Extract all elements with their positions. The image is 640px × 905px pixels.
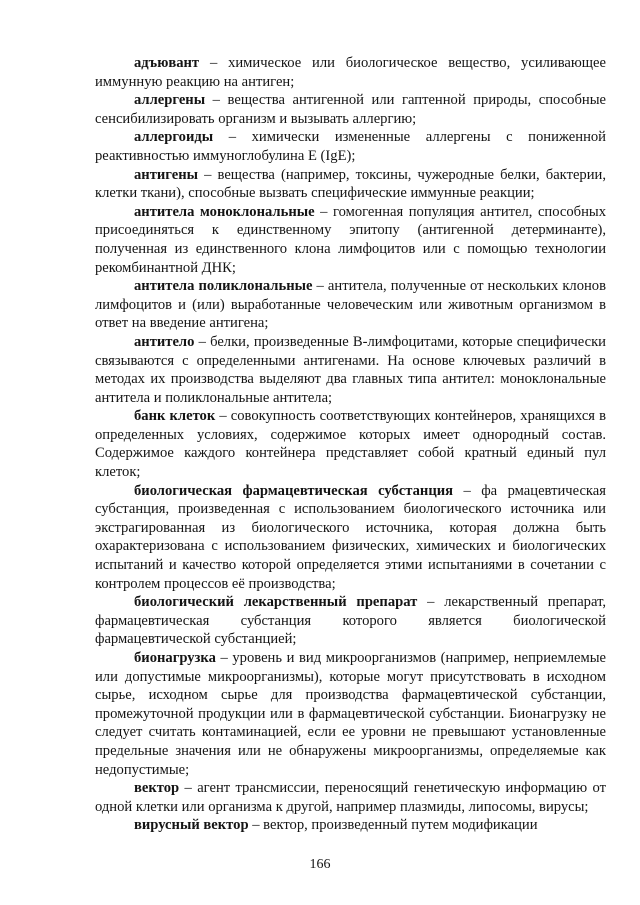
glossary-entry bbox=[95, 816, 606, 835]
glossary-entry bbox=[95, 593, 606, 649]
glossary-definition: – гомогенная популяция антител, способных присоединяться к единственному эпитопу (антигенной детерминанте), полученная из единственного клона лимфоцитов или с помощью технологии рекомбинантной ДНК; bbox=[95, 203, 606, 276]
glossary-term: антитела моноклональные bbox=[134, 203, 315, 220]
glossary-term: антитела поликлональные bbox=[134, 278, 313, 295]
glossary-entry bbox=[95, 91, 606, 128]
glossary-definition: – белки, произведенные B-лимфоцитами, которые специфически связываются с определенными антигенами. На основе ключевых различий в методах их производства выделяют два главных типа антител: моноклональные антитела и поликлональные антитела; bbox=[95, 333, 606, 406]
glossary-term: вектор bbox=[134, 780, 180, 797]
glossary-entry bbox=[95, 482, 606, 594]
glossary-definition: – химически измененные аллергены с пониженной реактивностью иммуноглобулина E (IgE); bbox=[95, 129, 606, 164]
glossary-term: банк клеток bbox=[134, 408, 216, 425]
glossary-term: аллергены bbox=[134, 92, 206, 109]
glossary-entry bbox=[95, 166, 606, 203]
glossary-entry bbox=[95, 333, 606, 407]
glossary-term: вирусный вектор bbox=[134, 817, 249, 834]
glossary-definition: – антитела, полученные от нескольких клонов лимфоцитов и (или) выработанные человеческим или животным организмом в ответ на введение антигена; bbox=[95, 278, 606, 332]
glossary-entry bbox=[95, 407, 606, 481]
glossary-term: антигены bbox=[134, 166, 198, 183]
glossary-definition: – вещества антигенной или гаптенной природы, способные сенсибилизировать организм и вызывать аллергию; bbox=[95, 92, 606, 127]
glossary-definition: – вещества (например, токсины, чужеродные белки, бактерии, клетки ткани), способные вызвать специфические иммунные реакции; bbox=[95, 166, 606, 202]
glossary-definition: – химическое или биологическое вещество, усиливающее иммунную реакцию на антиген; bbox=[95, 55, 606, 90]
glossary-term: аллергоиды bbox=[134, 129, 214, 146]
glossary-entry bbox=[95, 54, 606, 91]
glossary-definition: – лекарственный препарат, фармацевтическая субстанция которого является биологической фармацевтической субстанцией; bbox=[95, 594, 606, 648]
glossary-definition: – фа рмацевтическая субстанция, произведенная с использованием биологического источника или экстрагированная из биологического источника, которая должна быть охарактеризована с использованием физических, химических и биологических испытаний и качество которой определяется этими испытаниями в сочетании с контролем процессов её производства; bbox=[95, 482, 606, 592]
page-number: 166 bbox=[309, 857, 331, 872]
glossary-term: адъювант bbox=[134, 55, 200, 71]
glossary-entry bbox=[95, 277, 606, 333]
glossary-definition: – совокупность соответствующих контейнеров, хранящихся в определенных условиях, содержимое которых имеет однородный состав. Содержимое каждого контейнера представляет собой кратный единый пул клеток; bbox=[95, 408, 606, 481]
glossary-entries bbox=[95, 54, 606, 835]
glossary-term: бионагрузка bbox=[134, 650, 216, 666]
glossary-definition: – агент трансмиссии, переносящий генетическую информацию от одной клетки или организма к другой, например плазмиды, липосомы, вирусы; bbox=[95, 780, 606, 815]
glossary-entry bbox=[95, 128, 606, 165]
glossary-entry bbox=[95, 779, 606, 816]
glossary-entry bbox=[95, 203, 606, 277]
glossary-term: биологический лекарственный препарат bbox=[134, 594, 418, 611]
glossary-definition: – вектор, произведенный путем модификации bbox=[248, 817, 538, 834]
glossary-entry bbox=[95, 649, 606, 779]
glossary-term: антитело bbox=[134, 333, 195, 350]
glossary-definition: – уровень и вид микроорганизмов (например, неприемлемые или допустимые микроорганизмы), которые могут присутствовать в исходном сырье, исходном сырье для производства фармацевтической субстанции, промежуточной продукции или в фармацевтической субстанции. Бионагрузку не следует считать контаминацией, если ее уровни не превышают установленные предельные значения или не обнаружены микроорганизмы, определяемые как недопустимые; bbox=[95, 650, 606, 778]
glossary-term: биологическая фармацевтическая субстанция bbox=[134, 482, 454, 499]
